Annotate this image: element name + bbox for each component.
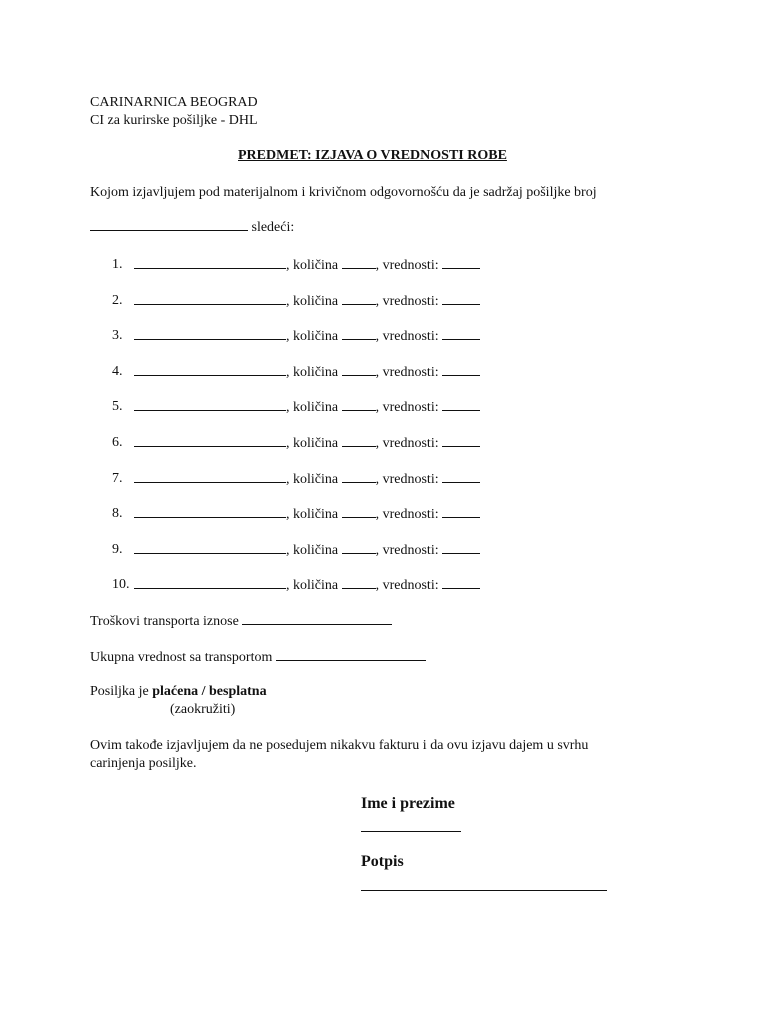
value-blank[interactable] [442,398,480,411]
quantity-blank[interactable] [342,292,376,305]
goods-description-blank[interactable] [134,434,286,447]
item-number: 7. [112,471,123,486]
quantity-blank[interactable] [342,363,376,376]
quantity-label: , količina [286,472,339,487]
item-number: 6. [112,435,123,450]
quantity-blank[interactable] [342,256,376,269]
transport-cost-label: Troškovi transporta iznose [90,614,239,629]
declaration-line-2: carinjenja posiljke. [90,756,197,771]
shipment-number-row [90,218,294,237]
goods-row [134,256,480,275]
goods-description-blank[interactable] [134,576,286,589]
payment-options[interactable]: plaćena / besplatna [152,684,267,699]
quantity-blank[interactable] [342,434,376,447]
quantity-label: , količina [286,543,339,558]
declaration-line-1: Ovim takođe izjavljujem da ne posedujem nikakvu fakturu i da ovu izjavu dajem u svrhu [90,738,589,753]
goods-row [134,292,480,311]
goods-row [134,505,480,524]
quantity-label: , količina [286,294,339,309]
value-blank[interactable] [442,327,480,340]
item-number: 8. [112,506,123,521]
signature-line[interactable] [361,890,607,891]
goods-description-blank[interactable] [134,327,286,340]
quantity-label: , količina [286,507,339,522]
value-blank[interactable] [442,434,480,447]
goods-row [134,398,480,417]
quantity-label: , količina [286,365,339,380]
goods-row [134,327,480,346]
value-label: , vrednosti: [375,507,439,522]
item-number: 10. [112,577,130,592]
item-number: 1. [112,257,123,272]
value-label: , vrednosti: [375,436,439,451]
quantity-label: , količina [286,578,339,593]
total-value-label: Ukupna vrednost sa transportom [90,650,273,665]
document-subject: PREDMET: IZJAVA O VREDNOSTI ROBE [238,148,507,163]
quantity-blank[interactable] [342,470,376,483]
value-label: , vrednosti: [375,329,439,344]
value-blank[interactable] [442,541,480,554]
goods-description-blank[interactable] [134,541,286,554]
quantity-label: , količina [286,329,339,344]
signature-label: Potpis [361,853,404,870]
name-label: Ime i prezime [361,795,455,812]
goods-description-blank[interactable] [134,363,286,376]
value-blank[interactable] [442,363,480,376]
value-blank[interactable] [442,505,480,518]
goods-row [134,576,480,595]
goods-row [134,363,480,382]
payment-note: (zaokružiti) [170,702,236,717]
goods-description-blank[interactable] [134,398,286,411]
total-value-row [90,648,426,667]
goods-description-blank[interactable] [134,292,286,305]
transport-cost-row [90,612,392,631]
total-value-blank[interactable] [276,648,426,661]
quantity-blank[interactable] [342,327,376,340]
item-number: 9. [112,542,123,557]
quantity-blank[interactable] [342,505,376,518]
value-blank[interactable] [442,470,480,483]
quantity-label: , količina [286,258,339,273]
goods-description-blank[interactable] [134,470,286,483]
quantity-label: , količina [286,436,339,451]
value-label: , vrednosti: [375,365,439,380]
goods-row [134,434,480,453]
payment-row [90,683,267,701]
item-number: 5. [112,399,123,414]
payment-prefix: Posiljka je [90,684,149,699]
quantity-blank[interactable] [342,398,376,411]
value-label: , vrednosti: [375,258,439,273]
name-signature-line[interactable] [361,831,461,832]
value-blank[interactable] [442,256,480,269]
courier-office-name: CI za kurirske pošiljke - DHL [90,113,258,128]
value-blank[interactable] [442,576,480,589]
goods-row [134,470,480,489]
value-label: , vrednosti: [375,294,439,309]
value-label: , vrednosti: [375,578,439,593]
value-blank[interactable] [442,292,480,305]
transport-cost-blank[interactable] [242,612,392,625]
item-number: 2. [112,293,123,308]
quantity-blank[interactable] [342,576,376,589]
value-label: , vrednosti: [375,400,439,415]
goods-row [134,541,480,560]
item-number: 4. [112,364,123,379]
goods-description-blank[interactable] [134,256,286,269]
quantity-label: , količina [286,400,339,415]
item-number: 3. [112,328,123,343]
shipment-suffix: sledeći: [251,220,295,235]
shipment-number-blank[interactable] [90,218,248,231]
goods-description-blank[interactable] [134,505,286,518]
customs-office-name: CARINARNICA BEOGRAD [90,95,258,110]
quantity-blank[interactable] [342,541,376,554]
value-label: , vrednosti: [375,543,439,558]
value-label: , vrednosti: [375,472,439,487]
intro-statement: Kojom izjavljujem pod materijalnom i krivičnom odgovornošću da je sadržaj pošiljke broj [90,185,597,200]
